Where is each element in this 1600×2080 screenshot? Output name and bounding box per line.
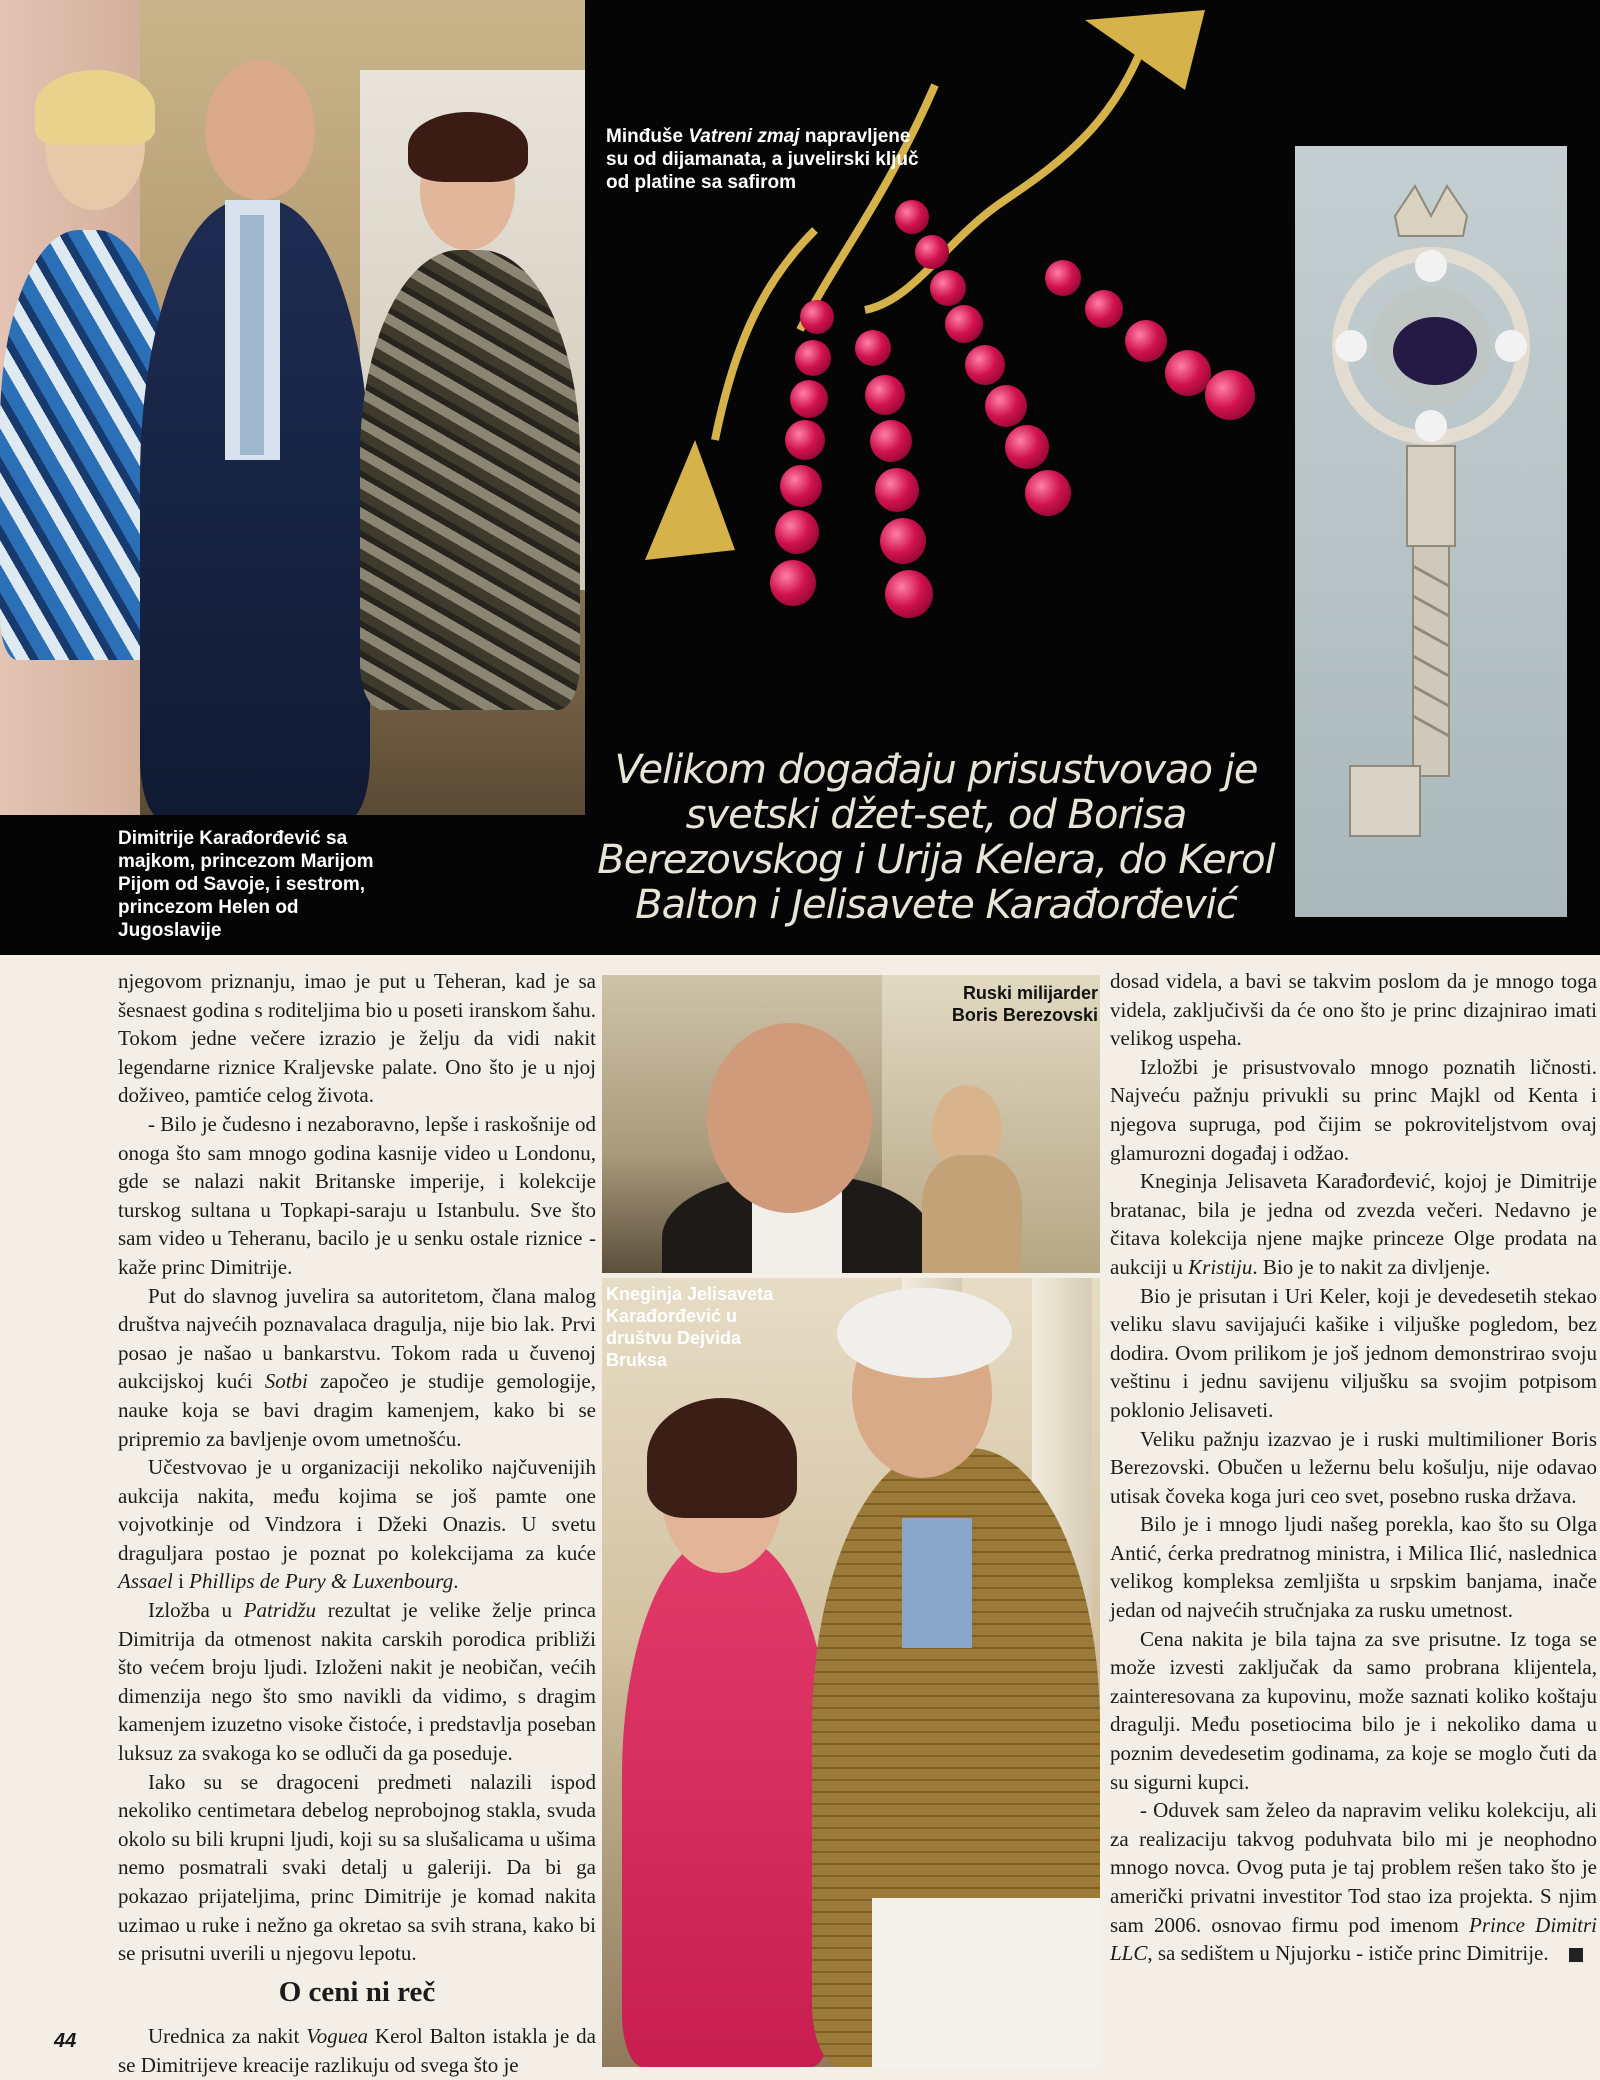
key-image	[1295, 146, 1567, 917]
paragraph: Cena nakita je bila tajna za sve prisutne. Iz toga se može izvesti zaključak da samo probrana klijentela, zainteresovana za kupovinu, može saznati koliko koštaju dragulji. Među posetiocima bilo je i nekoliko dama u poznim devedesetim godinama, za koje se moglo čuti da su sigurni kupci.	[1110, 1626, 1597, 1794]
paragraph: - Bilo je čudesno i nezaboravno, lepše i raskošnije od onoga što sam mnogo godina kasnije video u Londonu, gde se nalazi nakit Britanske imperije, i kolekcije turskog sultana u Topkapi-saraju u Istanbulu. Sve što sam video u Teheranu, bacilo je u senku ostale riznice - kaže princ Dimitrije.	[118, 1111, 596, 1279]
page-number: 44	[54, 2030, 77, 2052]
jewels-caption	[606, 125, 926, 194]
paragraph: Put do slavnog juvelira sa autoritetom, člana malog društva najvećih poznavalaca dragulja, nije bio lak. Prvi posao je našao u bankarstvu. Tokom rada u čuvenoj aukcijskoj kući Sotbi započeo je studije gemologije, nauke koja se bavi dragim kamenjem, kako bi se pripremio za bavljenje ovom umetnošću.	[118, 1283, 596, 1451]
family-caption: Dimitrije Karađorđević sa majkom, princezom Marijom Pijom od Savoje, i sestrom, princezom Helen od Jugoslavije	[118, 828, 374, 941]
paragraph: Veliku pažnju izazvao je i ruski multimilioner Boris Berezovski. Obučen u ležernu belu košulju, nije odavao utisak čoveka koga juri ceo svet, posebno ruska država.	[1110, 1426, 1597, 1508]
paragraph: Bio je prisutan i Uri Keler, koji je devedesetih stekao veliku slavu savijajući kašike i viljuške pogledom, bez dodira. Ovom prilikom je još jednom demonstrirao svoju veštinu i jednu savijenu viljušku sa svojim potpisom poklonio Jelisaveti.	[1110, 1283, 1597, 1422]
column-right	[1110, 967, 1597, 1968]
family-photo	[0, 0, 585, 815]
jewels-caption-rest: napravljene su od dijamanata, a juvelirski ključ od platine sa safirom	[606, 126, 919, 193]
column-left	[118, 967, 596, 2080]
end-mark-icon	[1569, 1948, 1583, 1962]
paragraph: Urednica za nakit Voguea Kerol Balton istakla je da se Dimitrijeve kreacije razlikuju od svega što je	[118, 2024, 596, 2077]
jewels-caption-prefix: Minđuše	[606, 126, 689, 147]
berezovski-caption: Ruski milijarder Boris Berezovski	[951, 983, 1098, 1025]
paragraph: - Oduvek sam želeo da napravim veliku kolekciju, ali za realizaciju takvog poduhvata bilo mi je neophodno mnogo novca. Ovog puta je taj problem rešen tako što je američki privatni investitor Tod stao iza projekta. S njim sam 2006. osnovao firmu pod imenom Prince Dimitri LLC, sa sedištem u Njujorku - ističe princ Dimitrije.	[1110, 1798, 1597, 1966]
pull-quote: Velikom događaju prisustvovao je svetski džet-set, od Borisa Berezovskog i Urija Kelera, do Kerol Balton i Jelisavete Karađorđević	[597, 747, 1275, 928]
earrings-image	[585, 0, 1285, 750]
paragraph: Izložba u Patridžu rezultat je velike želje princa Dimitrija da otmenost nakita carskih porodica približi što većem broju ljudi. Izloženi nakit je neobičan, većih dimenzija nego što smo navikli da vidimo, s dragim kamenjem izuzetno visoke čistoće, i predstavlja poseban luksuz za svakoga ko se odluči da ga poseduje.	[118, 1598, 596, 1766]
jelisaveta-caption: Kneginja Jelisaveta Karađorđević u društvu Dejvida Bruksa	[606, 1284, 774, 1370]
jelisaveta-photo	[602, 1278, 1100, 2067]
paragraph: dosad videla, a bavi se takvim poslom da je mnogo toga videla, zaključivši da će ono što je princ dizajnirao imati velikog uspeha.	[1110, 969, 1597, 1051]
paragraph: njegovom priznanju, imao je put u Teheran, kad je sa šesnaest godina s roditeljima bio u poseti iranskom šahu. Tokom jedne večere izrazio je želju da vidi nakit legendarne riznice Kraljevske palate. Ono što je u njoj doživeo, pamtiće celog života.	[118, 969, 596, 1108]
section-heading: O ceni ni reč	[278, 1975, 436, 2008]
jewels-caption-italic: Vatreni zmaj	[688, 126, 800, 147]
paragraph: Učestvovao je u organizaciji nekoliko najčuvenijih aukcija nakita, među kojima se još pamte one vojvotkinje od Vindzora i Džeki Onazis. U svetu draguljara postao je poznat po kolekcijama za kuće Assael i Phillips de Pury & Luxenbourg.	[118, 1455, 596, 1594]
paragraph: Kneginja Jelisaveta Karađorđević, kojoj je Dimitrije bratanac, bila je jedna od zvezda večeri. Nedavno je čitava kolekcija njene majke princeze Olge prodata na aukciji u Kristiju. Bio je to nakit za divljenje.	[1110, 1169, 1597, 1279]
paragraph: Bilo je i mnogo ljudi našeg porekla, kao što su Olga Antić, ćerka predratnog ministra, i Milica Ilić, naslednica velikog kompleksa zemljišta u srpskim banjama, inače jedan od najvećih stručnjaka za rusku umetnost.	[1110, 1512, 1597, 1623]
paragraph: Izložbi je prisustvovalo mnogo poznatih ličnosti. Najveću pažnju privukli su princ Majkl od Kenta i njegova supruga, pod čijim se pokroviteljstvom ovaj glamurozni događaj i odžao.	[1110, 1054, 1597, 1165]
paragraph: Iako su se dragoceni predmeti nalazili ispod nekoliko centimetara debelog neprobojnog stakla, svuda okolo su bili krupni ljudi, koji su sa slušalicama u ušima nemo posmatrali svaki detalj u galeriji. Da bi ga pokazao prijateljima, princ Dimitrije je komad nakita uzimao u ruke i nežno ga okretao sa svih strana, kako bi se prisutni uverili u njegovu lepotu.	[118, 1769, 596, 1966]
